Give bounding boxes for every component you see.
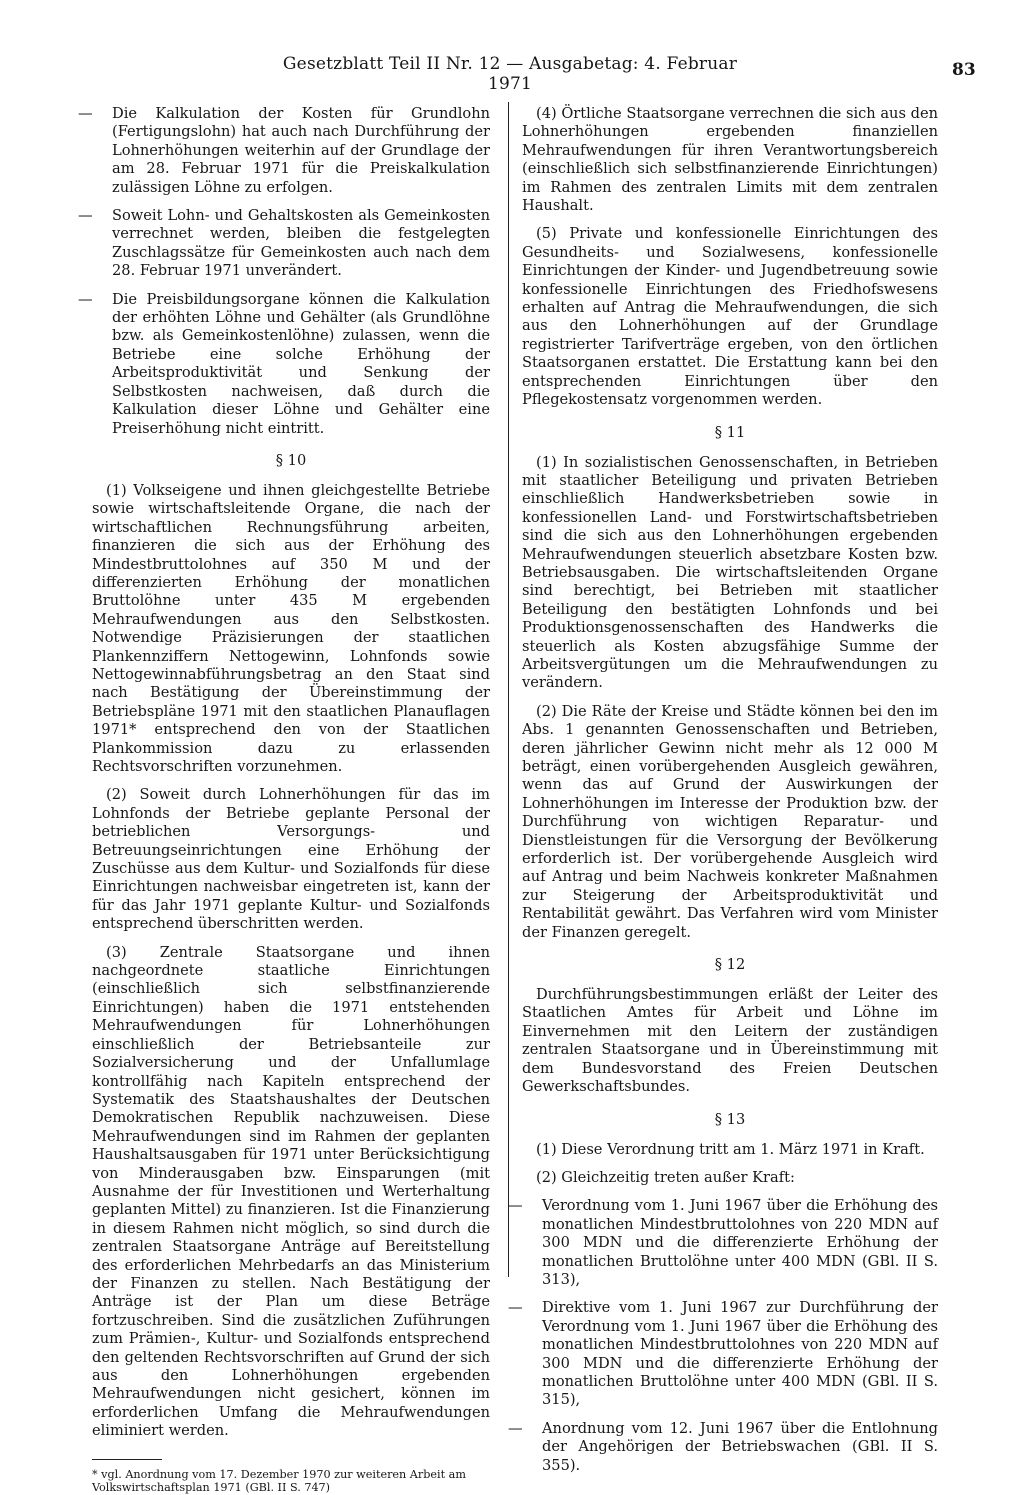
paragraph-10-4: (4) Örtliche Staatsorgane verrechnen die sich aus den Lohnerhöhungen ergebenden finanziellen Mehraufwendungen für ihren Verantwortungsbereich (einschließlich sich selbstfinanzierende Einrichtungen) im Rahmen des zentralen Limits mit dem zentralen Haushalt.: [522, 105, 938, 215]
dash-item: [508, 1419, 938, 1475]
dash-mark: —: [508, 1419, 523, 1437]
paragraph-10-5: (5) Private und konfessionelle Einrichtungen des Gesundheits- und Sozialwesens, konfessionelle Einrichtungen der Kinder- und Jugendbetreuung sowie konfessionelle Einrichtungen des Friedhofswesens erhalten auf Antrag die Mehraufwendungen, die sich aus den Lohnerhöhungen auf der Grundlage registrierter Tarifverträge ergeben, von den örtlichen Staatsorganen erstattet. Die Erstattung kann bei den entsprechenden Einrichtungen über den Pflegekostensatz vorgenommen werden.: [522, 225, 938, 409]
paragraph-12: Durchführungsbestimmungen erläßt der Leiter des Staatlichen Amtes für Arbeit und Löhne im Einvernehmen mit den Leitern der zuständigen zentralen Staatsorgane und in Übereinstimmung mit dem Bundesvorstand des Freien Deutschen Gewerkschaftsbundes.: [522, 986, 938, 1096]
page-number: 83: [952, 60, 976, 80]
dash-item-text: Verordnung vom 1. Juni 1967 über die Erhöhung des monatlichen Mindestbruttolohnes von 220 MDN auf 300 MDN und die differenzierte Erhöhung der monatlichen Bruttolöhne unter 400 MDN (GBl. II S. 313),: [542, 1197, 938, 1288]
right-column: [508, 105, 938, 1485]
dash-item: [78, 207, 490, 281]
running-header: Gesetzblatt Teil II Nr. 12 — Ausgabetag: 4. Februar 1971: [282, 54, 738, 94]
dash-item-text: Die Kalkulation der Kosten für Grundlohn (Fertigungslohn) hat auch nach Durchführung der Lohnerhöhungen weiterhin auf der Grundlage der am 28. Februar 1971 für die Preiskalkulation zulässigen Löhne zu erfolgen.: [112, 105, 490, 196]
column-divider: [508, 102, 509, 1277]
dash-item: [78, 105, 490, 197]
dash-mark: —: [508, 1197, 523, 1215]
section-heading-11: § 11: [714, 423, 746, 441]
dash-item: [508, 1197, 938, 1289]
paragraph-13-1: (1) Diese Verordnung tritt am 1. März 1971 in Kraft.: [536, 1140, 925, 1158]
dash-item-text: Direktive vom 1. Juni 1967 zur Durchführung der Verordnung vom 1. Juni 1967 über die Erhöhung des monatlichen Mindestbruttolohnes von 220 MDN auf 300 MDN und die differenzierte Erhöhung der monatlichen Bruttolöhne unter 400 MDN (GBl. II S. 315),: [542, 1299, 938, 1409]
section-heading-10: § 10: [275, 451, 307, 469]
dash-item-text: Soweit Lohn- und Gehaltskosten als Gemeinkosten verrechnet werden, bleiben die festgelegten Zuschlagssätze für Gemeinkosten auch nach dem 28. Februar 1971 unverändert.: [112, 207, 490, 280]
dash-mark: —: [78, 105, 93, 122]
dash-item-text: Anordnung vom 12. Juni 1967 über die Entlohnung der Angehörigen der Betriebswachen (GBl. II S. 355).: [542, 1419, 938, 1474]
paragraph-11-2: (2) Die Räte der Kreise und Städte können bei den im Abs. 1 genannten Genossenschaften und Betrieben, deren jährlicher Gewinn nicht mehr als 12 000 M beträgt, einen vorübergehenden Ausgleich gewähren, wenn das auf Grund der Auswirkungen der Lohnerhöhungen im Interesse der Produktion bzw. der Durchführung von wichtigen Reparatur- und Dienstleistungen für die Versorgung der Bevölkerung erforderlich ist. Der vorübergehende Ausgleich wird auf Antrag und beim Nachweis konkreter Maßnahmen zur Steigerung der Arbeitsproduktivität und Rentabilität gewährt. Das Verfahren wird vom Minister der Finanzen geregelt.: [522, 702, 938, 941]
dash-mark: —: [508, 1299, 523, 1317]
section-heading-12: § 12: [714, 956, 746, 974]
paragraph-11-1: (1) In sozialistischen Genossenschaften, in Betrieben mit staatlicher Beteiligung und privaten Betrieben einschließlich Handwerksbetrieben sowie in konfessionellen Land- und Forstwirtschaftsbetrieben sind die sich aus den Lohnerhöhungen ergebenden Mehraufwendungen steuerlich absetzbare Kosten bzw. Betriebsausgaben. Die wirtschaftsleitenden Organe sind berechtigt, bei Betrieben mit staatlicher Beteiligung den bestätigten Lohnfonds und bei Produktionsgenossenschaften des Handwerks die steuerlich als Kosten abzugsfähige Summe der Arbeitsvergütungen um die Mehraufwendungen zu verändern.: [522, 453, 938, 692]
footnote: * vgl. Anordnung vom 17. Dezember 1970 zur weiteren Arbeit am Volkswirtschaftsplan 1971 (GBl. II S. 747): [92, 1467, 466, 1495]
dash-item: [508, 1299, 938, 1409]
dash-mark: —: [78, 207, 93, 225]
dash-item-text: Die Preisbildungsorgane können die Kalkulation der erhöhten Löhne und Gehälter (als Grundlöhne bzw. als Gemeinkostenlöhne) zulassen, wenn die Betriebe eine solche Erhöhung der Arbeitsproduktivität und Senkung der Selbstkosten nachweisen, daß durch die Kalkulation dieser Löhne und Gehälter eine Preiserhöhung nicht eintritt.: [112, 290, 490, 437]
dash-mark: —: [78, 290, 93, 308]
paragraph-10-3: (3) Zentrale Staatsorgane und ihnen nachgeordnete staatliche Einrichtungen (einschließlich sich selbstfinanzierende Einrichtungen) haben die 1971 entstehenden Mehraufwendungen für Lohnerhöhungen einschließlich der Betriebsanteile zur Sozialversicherung und der Unfallumlage kontrollfähig nach Kapiteln entsprechend der Systematik des Staatshaushaltes der Deutschen Demokratischen Republik nachzuweisen. Diese Mehraufwendungen sind im Rahmen der geplanten Haushaltsausgaben für 1971 unter Berücksichtigung von Minderausgaben bzw. Einsparungen (mit Ausnahme der für Investitionen und Werterhaltung geplanten Mittel) zu finanzieren. Ist die Finanzierung in diesem Rahmen nicht möglich, so sind durch die zentralen Staatsorgane Anträge auf Bereitstellung des erforderlichen Mehrbedarfs an das Ministerium der Finanzen zu stellen. Nach Bestätigung der Anträge ist der Plan um diese Beträge fortzuschreiben. Sind die zusätzlichen Zuführungen zum Prämien-, Kultur- und Sozialfonds entsprechend den geltenden Rechtsvorschriften auf Grund der sich aus den Lohnerhöhungen ergebenden Mehraufwendungen nicht gesichert, können im erforderlichen Umfang die Mehraufwendungen eliminiert werden.: [92, 943, 490, 1440]
paragraph-13-2: (2) Gleichzeitig treten außer Kraft:: [536, 1168, 795, 1186]
left-column: [78, 105, 490, 1495]
paragraph-10-2: (2) Soweit durch Lohnerhöhungen für das im Lohnfonds der Betriebe geplante Personal der betrieblichen Versorgungs- und Betreuungseinrichtungen eine Erhöhung der Zuschüsse aus dem Kultur- und Sozialfonds für diese Einrichtungen nachweisbar eingetreten ist, kann der für das Jahr 1971 geplante Kultur- und Sozialfonds entsprechend überschritten werden.: [92, 786, 490, 933]
section-heading-13: § 13: [714, 1110, 746, 1128]
dash-item: [78, 290, 490, 438]
paragraph-10-1: (1) Volkseigene und ihnen gleichgestellte Betriebe sowie wirtschaftsleitende Organe, die nach der wirtschaftlichen Rechnungsführung arbeiten, finanzieren die sich aus der Erhöhung des Mindestbruttolohnes auf 350 M und der differenzierten Erhöhung der monatlichen Bruttolöhne unter 435 M ergebenden Mehraufwendungen aus den Selbstkosten. Notwendige Präzisierungen der staatlichen Plankennziffern Nettogewinn, Lohnfonds sowie Nettogewinnabführungsbetrag an den Staat sind nach Bestätigung der Übereinstimmung der Betriebspläne 1971 mit den staatlichen Planauflagen 1971* entsprechend den von der Staatlichen Plankommission dazu zu erlassenden Rechtsvorschriften vorzunehmen.: [92, 481, 490, 775]
footnote-rule: [92, 1459, 162, 1460]
